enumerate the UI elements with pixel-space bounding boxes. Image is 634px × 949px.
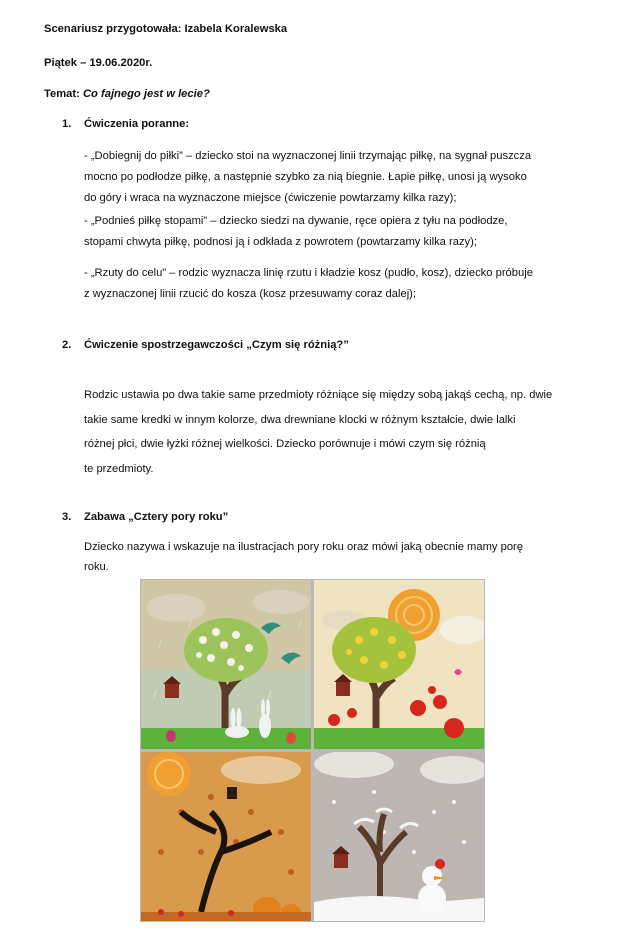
section-2-title: Ćwiczenie spostrzegawczości „Czym się różnią?” xyxy=(84,339,349,351)
date-line: Piątek – 19.06.2020r. xyxy=(44,57,153,69)
section-2-paragraph xyxy=(84,383,552,481)
text-line: do góry i wraca na wyznaczone miejsce (ćwiczenie powtarzamy kilka razy); xyxy=(84,192,457,204)
topic-title: Co fajnego jest w lecie? xyxy=(82,88,210,100)
summer-tree-tile xyxy=(314,580,484,749)
summer-tree-icon xyxy=(314,580,484,749)
text-line: - „Podnieś piłkę stopami” – dziecko siedzi na dywanie, ręce opiera z tyłu na podłodze, xyxy=(84,215,508,227)
exercise-3-paragraph xyxy=(84,263,533,305)
section-3-paragraph xyxy=(84,537,523,577)
text-line: - „Rzuty do celu” – rodzic wyznacza linię rzutu i kładzie kosz (pudło, kosz), dziecko próbuje xyxy=(84,267,533,279)
winter-tree-tile xyxy=(314,752,484,921)
text-line: Dziecko nazywa i wskazuje na ilustracjach pory roku oraz mówi jaką obecnie mamy porę xyxy=(84,541,523,553)
text-line: różnej płci, dwie łyżki różnej wielkości. Dziecko porównuje i mówi czym się różnią xyxy=(84,438,486,450)
autumn-tree-tile xyxy=(141,752,311,921)
autumn-tree-icon xyxy=(141,752,311,921)
four-seasons-illustration xyxy=(140,579,485,922)
winter-tree-icon xyxy=(314,752,484,921)
section-3-number: 3. xyxy=(62,511,72,523)
section-3-title: Zabawa „Cztery pory roku” xyxy=(84,511,229,523)
text-line: takie same kredki w innym kolorze, dwa drewniane klocki w różnym kształcie, dwie lalki xyxy=(84,413,516,426)
section-2-number: 2. xyxy=(62,339,72,351)
section-1-title: Ćwiczenia poranne: xyxy=(84,118,190,130)
text-line: roku. xyxy=(84,561,109,573)
text-line: te przedmioty. xyxy=(84,462,154,475)
text-line: stopami chwyta piłkę, podnosi ją i odkłada z powrotem (powtarzamy kilka razy); xyxy=(84,236,477,248)
section-1-number: 1. xyxy=(62,118,72,130)
text-line: mocno po podłodze piłkę, a następnie szybko za nią biegnie. Łapie piłkę, unosi ją wysoko xyxy=(84,171,527,183)
author-line: Scenariusz przygotowała: Izabela Koralewska xyxy=(44,23,288,35)
topic-label: Temat: xyxy=(44,88,80,100)
spring-tree-tile xyxy=(141,580,311,749)
text-line: z wyznaczonej linii rzucić do kosza (kosz przesuwamy coraz dalej); xyxy=(84,288,417,300)
exercise-1-paragraph xyxy=(84,146,531,209)
exercise-2-paragraph xyxy=(84,211,508,253)
text-line: - „Dobiegnij do piłki” – dziecko stoi na wyznaczonej linii trzymając piłkę, na sygnał puszcza xyxy=(84,150,532,162)
text-line: Rodzic ustawia po dwa takie same przedmioty różniące się między sobą jakąś cechą, np. dwie xyxy=(84,389,553,401)
topic-line xyxy=(44,88,210,100)
spring-tree-icon xyxy=(141,580,311,749)
